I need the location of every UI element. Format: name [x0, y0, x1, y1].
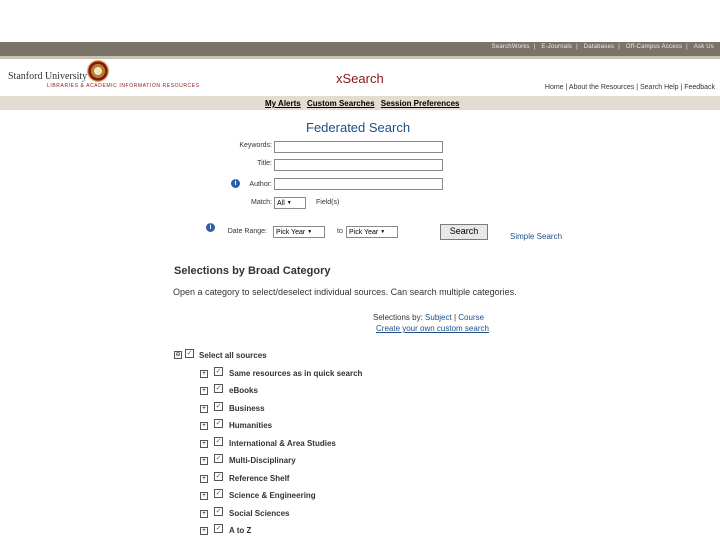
- top-link-ejournals[interactable]: E-Journals: [541, 44, 573, 50]
- search-button[interactable]: Search: [440, 224, 488, 240]
- category-label: Multi-Disciplinary: [229, 456, 296, 465]
- category-label: eBooks: [229, 386, 258, 395]
- expand-icon[interactable]: +: [200, 492, 208, 500]
- expand-icon[interactable]: +: [200, 422, 208, 430]
- select-all-label: Select all sources: [199, 351, 267, 360]
- category-checkbox[interactable]: ✓: [215, 385, 222, 392]
- page-title: Federated Search: [306, 120, 411, 135]
- separator: |: [453, 313, 457, 322]
- selections-by-label: Selections by:: [373, 313, 423, 322]
- top-link-off-campus[interactable]: Off-Campus Access: [625, 44, 683, 50]
- expand-icon[interactable]: +: [200, 510, 208, 518]
- top-links: SearchWorks | E-Journals | Databases | Off-Campus Access | Ask Us: [491, 44, 714, 50]
- custom-search-link[interactable]: Create your own custom search: [376, 324, 489, 333]
- top-link-databases[interactable]: Databases: [583, 44, 615, 50]
- top-divider: [0, 56, 720, 59]
- about-resources-link[interactable]: About the Resources: [568, 84, 635, 91]
- author-label: Author:: [249, 181, 272, 188]
- category-checkbox[interactable]: ✓: [215, 368, 222, 375]
- author-input[interactable]: [274, 178, 443, 190]
- date-info-icon[interactable]: i: [206, 223, 215, 232]
- keywords-input[interactable]: [274, 141, 443, 153]
- keywords-label: Keywords:: [239, 142, 272, 149]
- chevron-down-icon: ▼: [380, 229, 386, 235]
- category-label: Social Sciences: [229, 509, 290, 518]
- category-checkbox[interactable]: ✓: [215, 508, 222, 515]
- title-input[interactable]: [274, 159, 443, 171]
- expand-icon[interactable]: +: [200, 457, 208, 465]
- category-label: Same resources as in quick search: [229, 369, 363, 378]
- search-help-link[interactable]: Search Help: [640, 84, 679, 91]
- session-preferences-link[interactable]: Session Preferences: [380, 99, 460, 108]
- category-checkbox[interactable]: ✓: [215, 420, 222, 427]
- subject-link[interactable]: Subject: [425, 313, 452, 322]
- date-range-label: Date Range:: [227, 228, 267, 235]
- category-checkbox[interactable]: ✓: [215, 403, 222, 410]
- expand-icon[interactable]: +: [200, 370, 208, 378]
- simple-search-link[interactable]: Simple Search: [510, 232, 563, 241]
- expand-icon[interactable]: +: [200, 440, 208, 448]
- sub-nav: [265, 99, 464, 108]
- stanford-seal-icon: [87, 60, 109, 82]
- chevron-down-icon: ▼: [286, 200, 292, 206]
- expand-icon[interactable]: +: [200, 527, 208, 535]
- logo-title[interactable]: Stanford University: [8, 71, 88, 82]
- feedback-link[interactable]: Feedback: [684, 84, 715, 91]
- title-label: Title:: [257, 160, 272, 167]
- fields-suffix: Field(s): [316, 199, 340, 206]
- home-link[interactable]: Home: [544, 84, 564, 91]
- category-description: Open a category to select/deselect individual sources. Can search multiple categories.: [173, 287, 517, 297]
- category-heading: Selections by Broad Category: [174, 265, 331, 277]
- selections-by: [373, 313, 484, 322]
- app-title: xSearch: [336, 71, 384, 86]
- course-link[interactable]: Course: [458, 313, 485, 322]
- category-label: Reference Shelf: [229, 474, 290, 483]
- top-link-searchworks[interactable]: SearchWorks: [491, 44, 530, 50]
- category-checkbox[interactable]: ✓: [215, 473, 222, 480]
- select-all-checkbox[interactable]: ✓: [186, 350, 193, 357]
- date-from-select[interactable]: Pick Year ▼: [273, 226, 325, 238]
- logo-subtitle: LIBRARIES & ACADEMIC INFORMATION RESOURCES: [47, 83, 200, 89]
- utility-links: Home | About the Resources | Search Help | Feedback: [544, 84, 715, 91]
- category-label: Humanities: [229, 421, 273, 430]
- category-label: Business: [229, 404, 265, 413]
- collapse-icon[interactable]: ⊖: [175, 352, 181, 358]
- custom-searches-link[interactable]: Custom Searches: [306, 99, 375, 108]
- category-label: A to Z: [229, 526, 252, 535]
- top-link-ask-us[interactable]: Ask Us: [693, 44, 714, 50]
- match-label: Match:: [250, 199, 272, 206]
- category-checkbox[interactable]: ✓: [215, 525, 222, 532]
- expand-icon[interactable]: +: [200, 387, 208, 395]
- category-checkbox[interactable]: ✓: [215, 455, 222, 462]
- date-to-word: to: [337, 228, 343, 235]
- date-to-select[interactable]: Pick Year ▼: [346, 226, 398, 238]
- category-label: Science & Engineering: [229, 491, 316, 500]
- category-checkbox[interactable]: ✓: [215, 490, 222, 497]
- match-select[interactable]: All ▼: [274, 197, 306, 209]
- author-info-icon[interactable]: i: [231, 179, 240, 188]
- chevron-down-icon: ▼: [307, 229, 313, 235]
- category-checkbox[interactable]: ✓: [215, 438, 222, 445]
- my-alerts-link[interactable]: My Alerts: [265, 99, 301, 108]
- category-label: International & Area Studies: [229, 439, 336, 448]
- expand-icon[interactable]: +: [200, 405, 208, 413]
- expand-icon[interactable]: +: [200, 475, 208, 483]
